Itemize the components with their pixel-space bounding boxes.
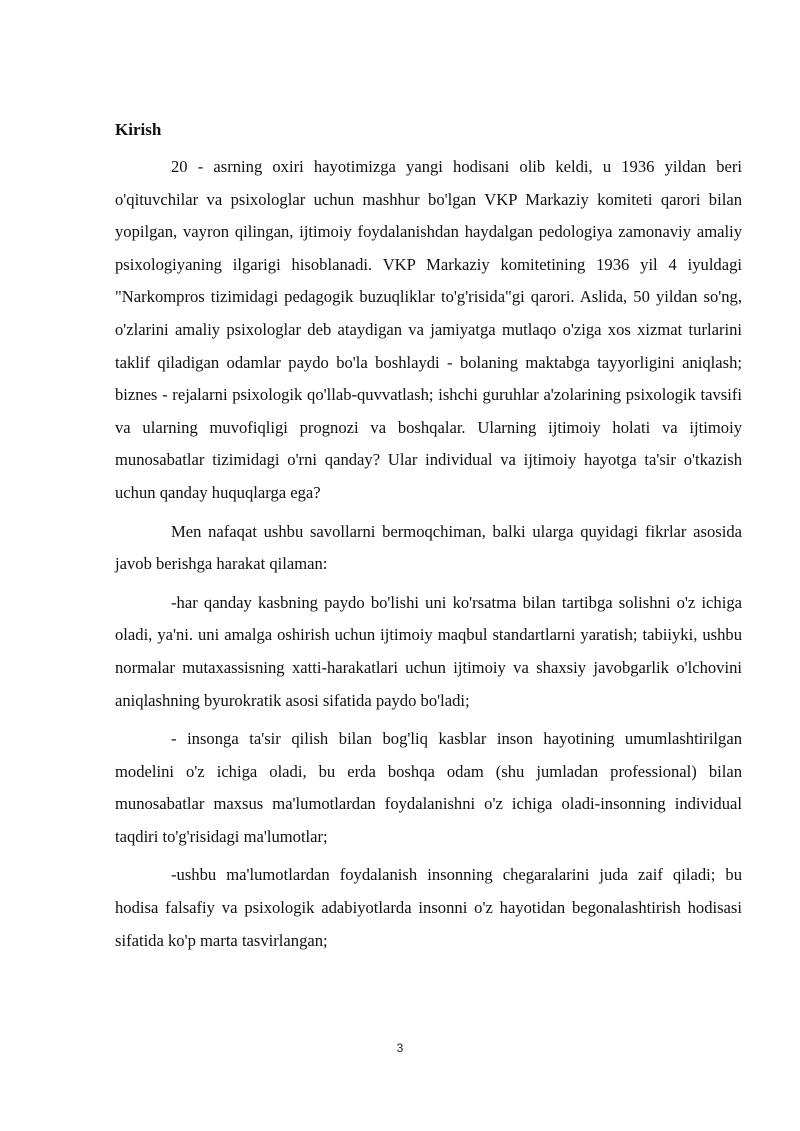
paragraph-point-3: -ushbu ma'lumotlardan foydalanish insonning chegaralarini juda zaif qiladi; bu hodisa falsafiy va psixologik adabiyotlarda insonni o'z hayotidan begonalashtirish hodisasi sifatida ko'p marta tasvirlangan; — [115, 865, 742, 950]
paragraph-point-2: - insonga ta'sir qilish bilan bog'liq kasblar inson hayotining umumlashtirilgan modelini o'z ichiga oladi, bu erda boshqa odam (shu jumladan professional) bilan munosabatlar maxsus ma'lumotlardan foydalanishni o'z ichiga oladi-insonning individual taqdiri to'g'risidagi ma'lumotlar; — [115, 729, 742, 846]
paragraph-intro: 20 - asrning oxiri hayotimizga yangi hodisani olib keldi, u 1936 yildan beri o'qituvchilar va psixologlar uchun mashhur bo'lgan VKP Markaziy komiteti qarori bilan yopilgan, vayron qilingan, ijtimoiy foydalanishdan haydalgan pedologiya zamonaviy amaliy psixologiyaning ilgarigi hisoblanadi. VKP Markaziy komitetining 1936 yil 4 iyuldagi "Narkompros tizimidagi pedagogik buzuqliklar to'g'risida"gi qarori. Aslida, 50 yildan so'ng, o'zlarini amaliy psixologlar deb ataydigan va jamiyatga mutlaqo o'ziga xos xizmat turlarini taklif qiladigan odamlar paydo bo'la boshlaydi - bolaning maktabga tayyorligini aniqlash; biznes - rejalarni psixologik qo'llab-quvvatlash; ishchi guruhlar a'zolarining psixologik tavsifi va ularning muvofiqligi prognozi va boshqalar. Ularning ijtimoiy holati va ijtimoiy munosabatlar tizimidagi o'rni qanday? Ular individual va ijtimoiy hayotga ta'sir o'tkazish uchun qanday huquqlarga ega? — [115, 157, 742, 502]
paragraph-point-1: -har qanday kasbning paydo bo'lishi uni ko'rsatma bilan tartibga solishni o'z ichiga oladi, ya'ni. uni amalga oshirish uchun ijtimoiy maqbul standartlarni yaratish; tabiiyki, ushbu normalar mutaxassisning xatti-harakatlari uchun ijtimoiy va shaxsiy javobgarlik o'lchovini aniqlashning byurokratik asosi sifatida paydo bo'ladi; — [115, 592, 742, 710]
section-heading: Kirish — [115, 120, 162, 139]
document-body — [115, 118, 742, 963]
page-number: 3 — [396, 1041, 404, 1055]
paragraph-questions: Men nafaqat ushbu savollarni bermoqchiman, balki ularga quyidagi fikrlar asosida javob berishga harakat qilaman: — [115, 521, 742, 574]
